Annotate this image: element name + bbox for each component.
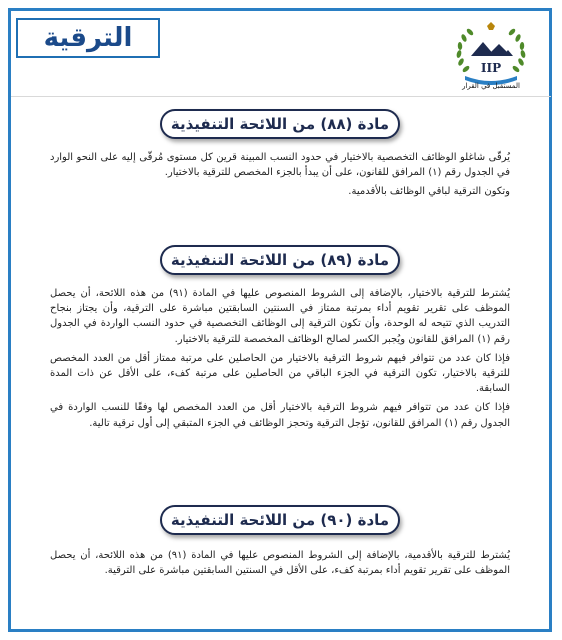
logo-tagline: المستقبل في القرار: [462, 82, 520, 90]
article-88-paragraph-1: يُرقّى شاغلو الوظائف التخصصية بالاختيار في حدود النسب المبينة قرين كل مستوى مُرقّى إليه على النحو الوارد في الجدول رقم (١) المرافق للقانون، على أن يبدأ بالجزء المخصص للترقية بالاختيار.: [50, 152, 510, 179]
article-89-paragraph-3: فإذا كان عدد من تتوافر فيهم شروط الترقية بالاختيار أقل من العدد المخصص لها وفقًا للنسب الواردة في الجدول رقم (١) المرافق للقانون، تؤجل الترقية وتحجز الوظائف في الجزء المتبقي إلى أول ترقية تالية.: [50, 402, 510, 429]
article-88-body: [50, 150, 510, 200]
article-89-paragraph-2: فإذا كان عدد من تتوافر فيهم شروط الترقية بالاختيار من الحاصلين على مرتبة ممتاز أقل من العدد المخصص للترقية بالاختيار، تكون الترقية في الجزء الباقي من الحاصلين على مرتبة كفء، على الأقل عن ذات المدة السابقة.: [50, 352, 510, 395]
article-90-paragraph-1: يُشترط للترقية بالأقدمية، بالإضافة إلى الشروط المنصوص عليها في المادة (٩١) من هذه اللائحة، أن يحصل الموظف على تقرير تقويم أداء بمرتبة كفء، على الأقل في السنتين السابقتين مباشرة على الترقية.: [50, 550, 511, 577]
article-89-heading: مادة (٨٩) من اللائحة التنفيذية: [160, 245, 400, 275]
article-90-heading: مادة (٩٠) من اللائحة التنفيذية: [160, 505, 400, 535]
page-title: الترقية: [16, 18, 160, 58]
logo: [447, 18, 535, 98]
logo-letters: IIP: [480, 61, 502, 75]
article-88-paragraph-2: وتكون الترقية لباقي الوظائف بالأقدمية.: [348, 186, 510, 198]
article-90-body: [50, 548, 510, 578]
article-88-heading: مادة (٨٨) من اللائحة التنفيذية: [160, 109, 400, 139]
article-89-body: [50, 286, 510, 431]
article-89-paragraph-1: يُشترط للترقية بالاختيار، بالإضافة إلى الشروط المنصوص عليها في المادة (٩١) من هذه اللائحة، أن يحصل الموظف على تقرير تقويم أداء بمرتبة ممتاز في السنتين السابقتين مباشرة على الترقية، وأن يجتاز بنجاح التدريب الذي تتيحه له الوحدة، وأن تكون الترقية إلى الوظائف التخصصية في حدود النسب الواردة في الجدول رقم (١) المرافق للقانون ويُجبر الكسر لصالح الوظائف المخصصة للترقية بالاختيار.: [50, 288, 510, 345]
